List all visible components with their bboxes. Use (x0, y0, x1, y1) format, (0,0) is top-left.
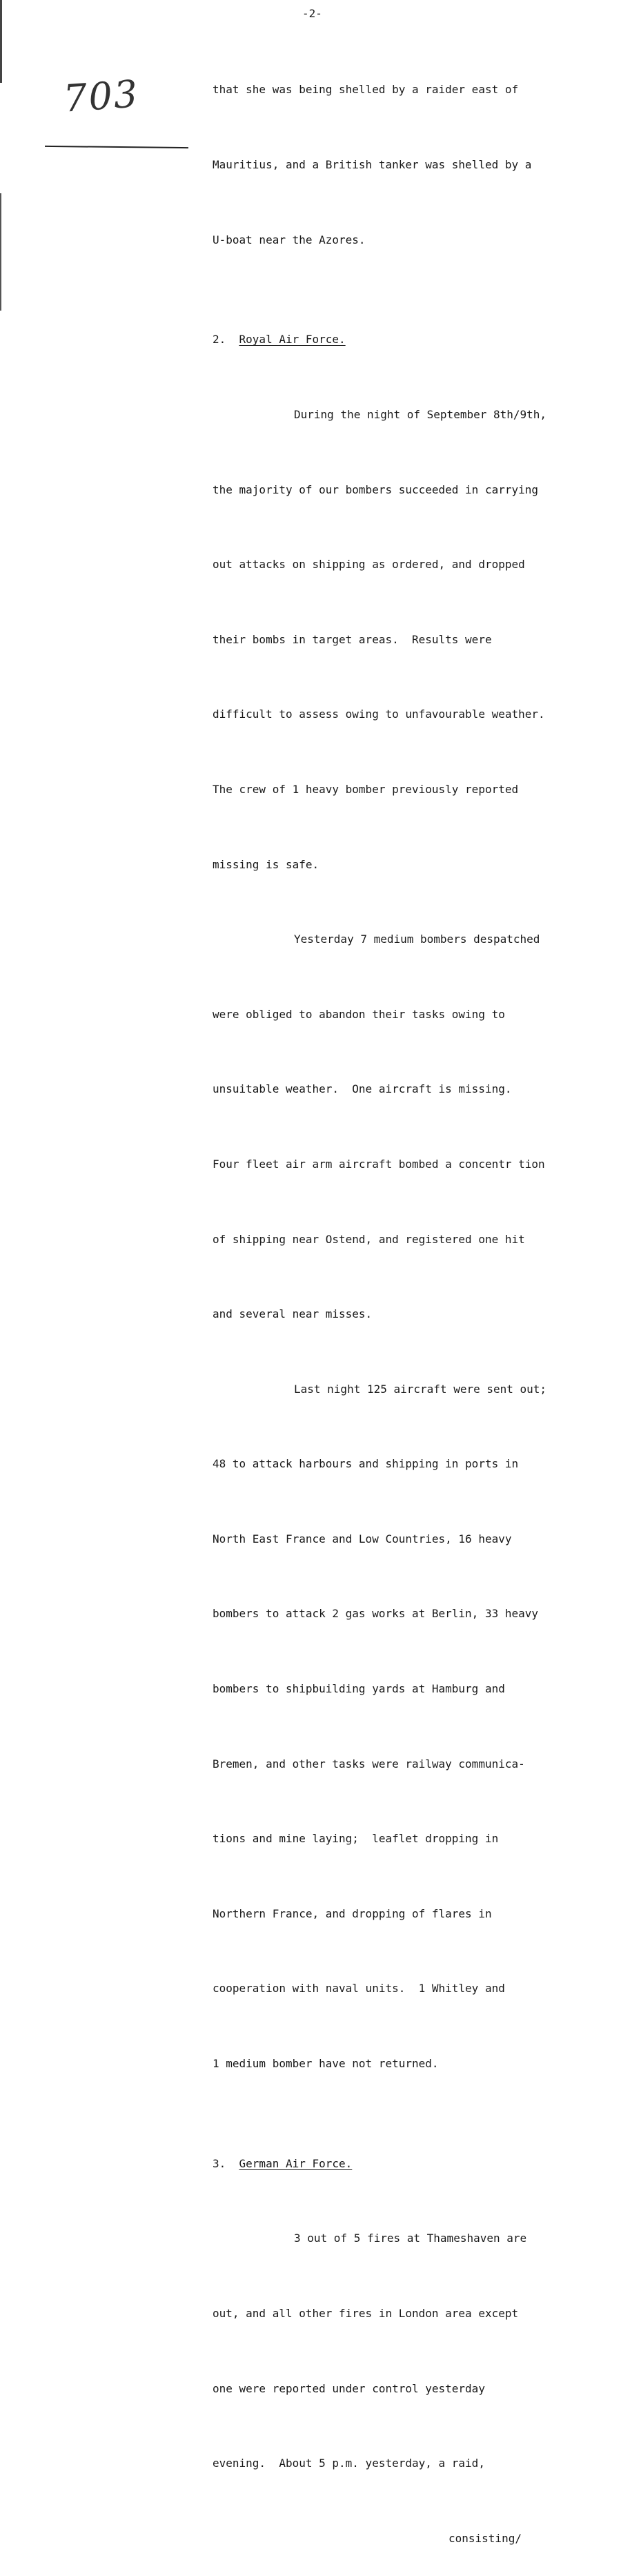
scan-edge-mark (0, 193, 1, 311)
margin-rule (45, 146, 188, 148)
text-line: Yesterday 7 medium bombers despatched (294, 933, 540, 946)
scan-edge-mark (0, 0, 2, 83)
section-number: 3. (213, 2156, 226, 2170)
text-line: Mauritius, and a British tanker was shelled by a (213, 158, 532, 171)
text-line: During the night of September 8th/9th, (294, 407, 547, 421)
text-line: cooperation with naval units. 1 Whitley and (213, 1982, 505, 1996)
handwritten-note: 703 (61, 72, 141, 121)
text-line: out, and all other fires in London area except (213, 2307, 519, 2321)
text-line: 48 to attack harbours and shipping in ports in (213, 1457, 519, 1471)
text-line: one were reported under control yesterday (213, 2381, 485, 2395)
text-line: Bremen, and other tasks were railway communica- (213, 1757, 525, 1770)
text-line: out attacks on shipping as ordered, and dropped (213, 558, 525, 572)
text-line: and several near misses. (213, 1307, 373, 1321)
section-title: Royal Air Force. (239, 333, 346, 347)
text-line: 1 medium bomber have not returned. (213, 2057, 439, 2071)
section-heading (213, 2151, 599, 2176)
document-body (213, 28, 599, 2576)
text-line: North East France and Low Countries, 16 heavy (213, 1532, 512, 1545)
text-line: U-boat near the Azores. (213, 233, 366, 246)
text-line: Four fleet air arm aircraft bombed a concentr tion (213, 1157, 545, 1171)
section-number: 2. (213, 333, 226, 347)
text-line: tions and mine laying; leaflet dropping in (213, 1832, 499, 1846)
section-heading (213, 327, 599, 352)
text-line: difficult to assess owing to unfavourable weather. (213, 708, 545, 721)
text-line: that she was being shelled by a raider east of (213, 83, 519, 97)
text-line: of shipping near Ostend, and registered one hit (213, 1232, 525, 1246)
section-title: German Air Force. (239, 2156, 353, 2170)
text-line: missing is safe. (213, 857, 319, 871)
text-line: were obliged to abandon their tasks owing to (213, 1007, 505, 1021)
text-line: evening. About 5 p.m. yesterday, a raid, (213, 2457, 485, 2470)
text-line: unsuitable weather. One aircraft is missing. (213, 1082, 512, 1096)
text-line: the majority of our bombers succeeded in carrying (213, 482, 539, 496)
catchword: consisting/ (448, 2531, 522, 2545)
text-line: their bombs in target areas. Results were (213, 632, 492, 646)
text-line: 3 out of 5 fires at Thameshaven are (294, 2232, 527, 2245)
text-line: The crew of 1 heavy bomber previously reported (213, 782, 519, 796)
page-number: -2- (302, 7, 322, 20)
text-line: bombers to attack 2 gas works at Berlin, 33 heavy (213, 1607, 539, 1621)
text-line: Northern France, and dropping of flares in (213, 1906, 492, 1920)
text-line: Last night 125 aircraft were sent out; (294, 1382, 547, 1396)
text-line: bombers to shipbuilding yards at Hamburg and (213, 1682, 505, 1696)
